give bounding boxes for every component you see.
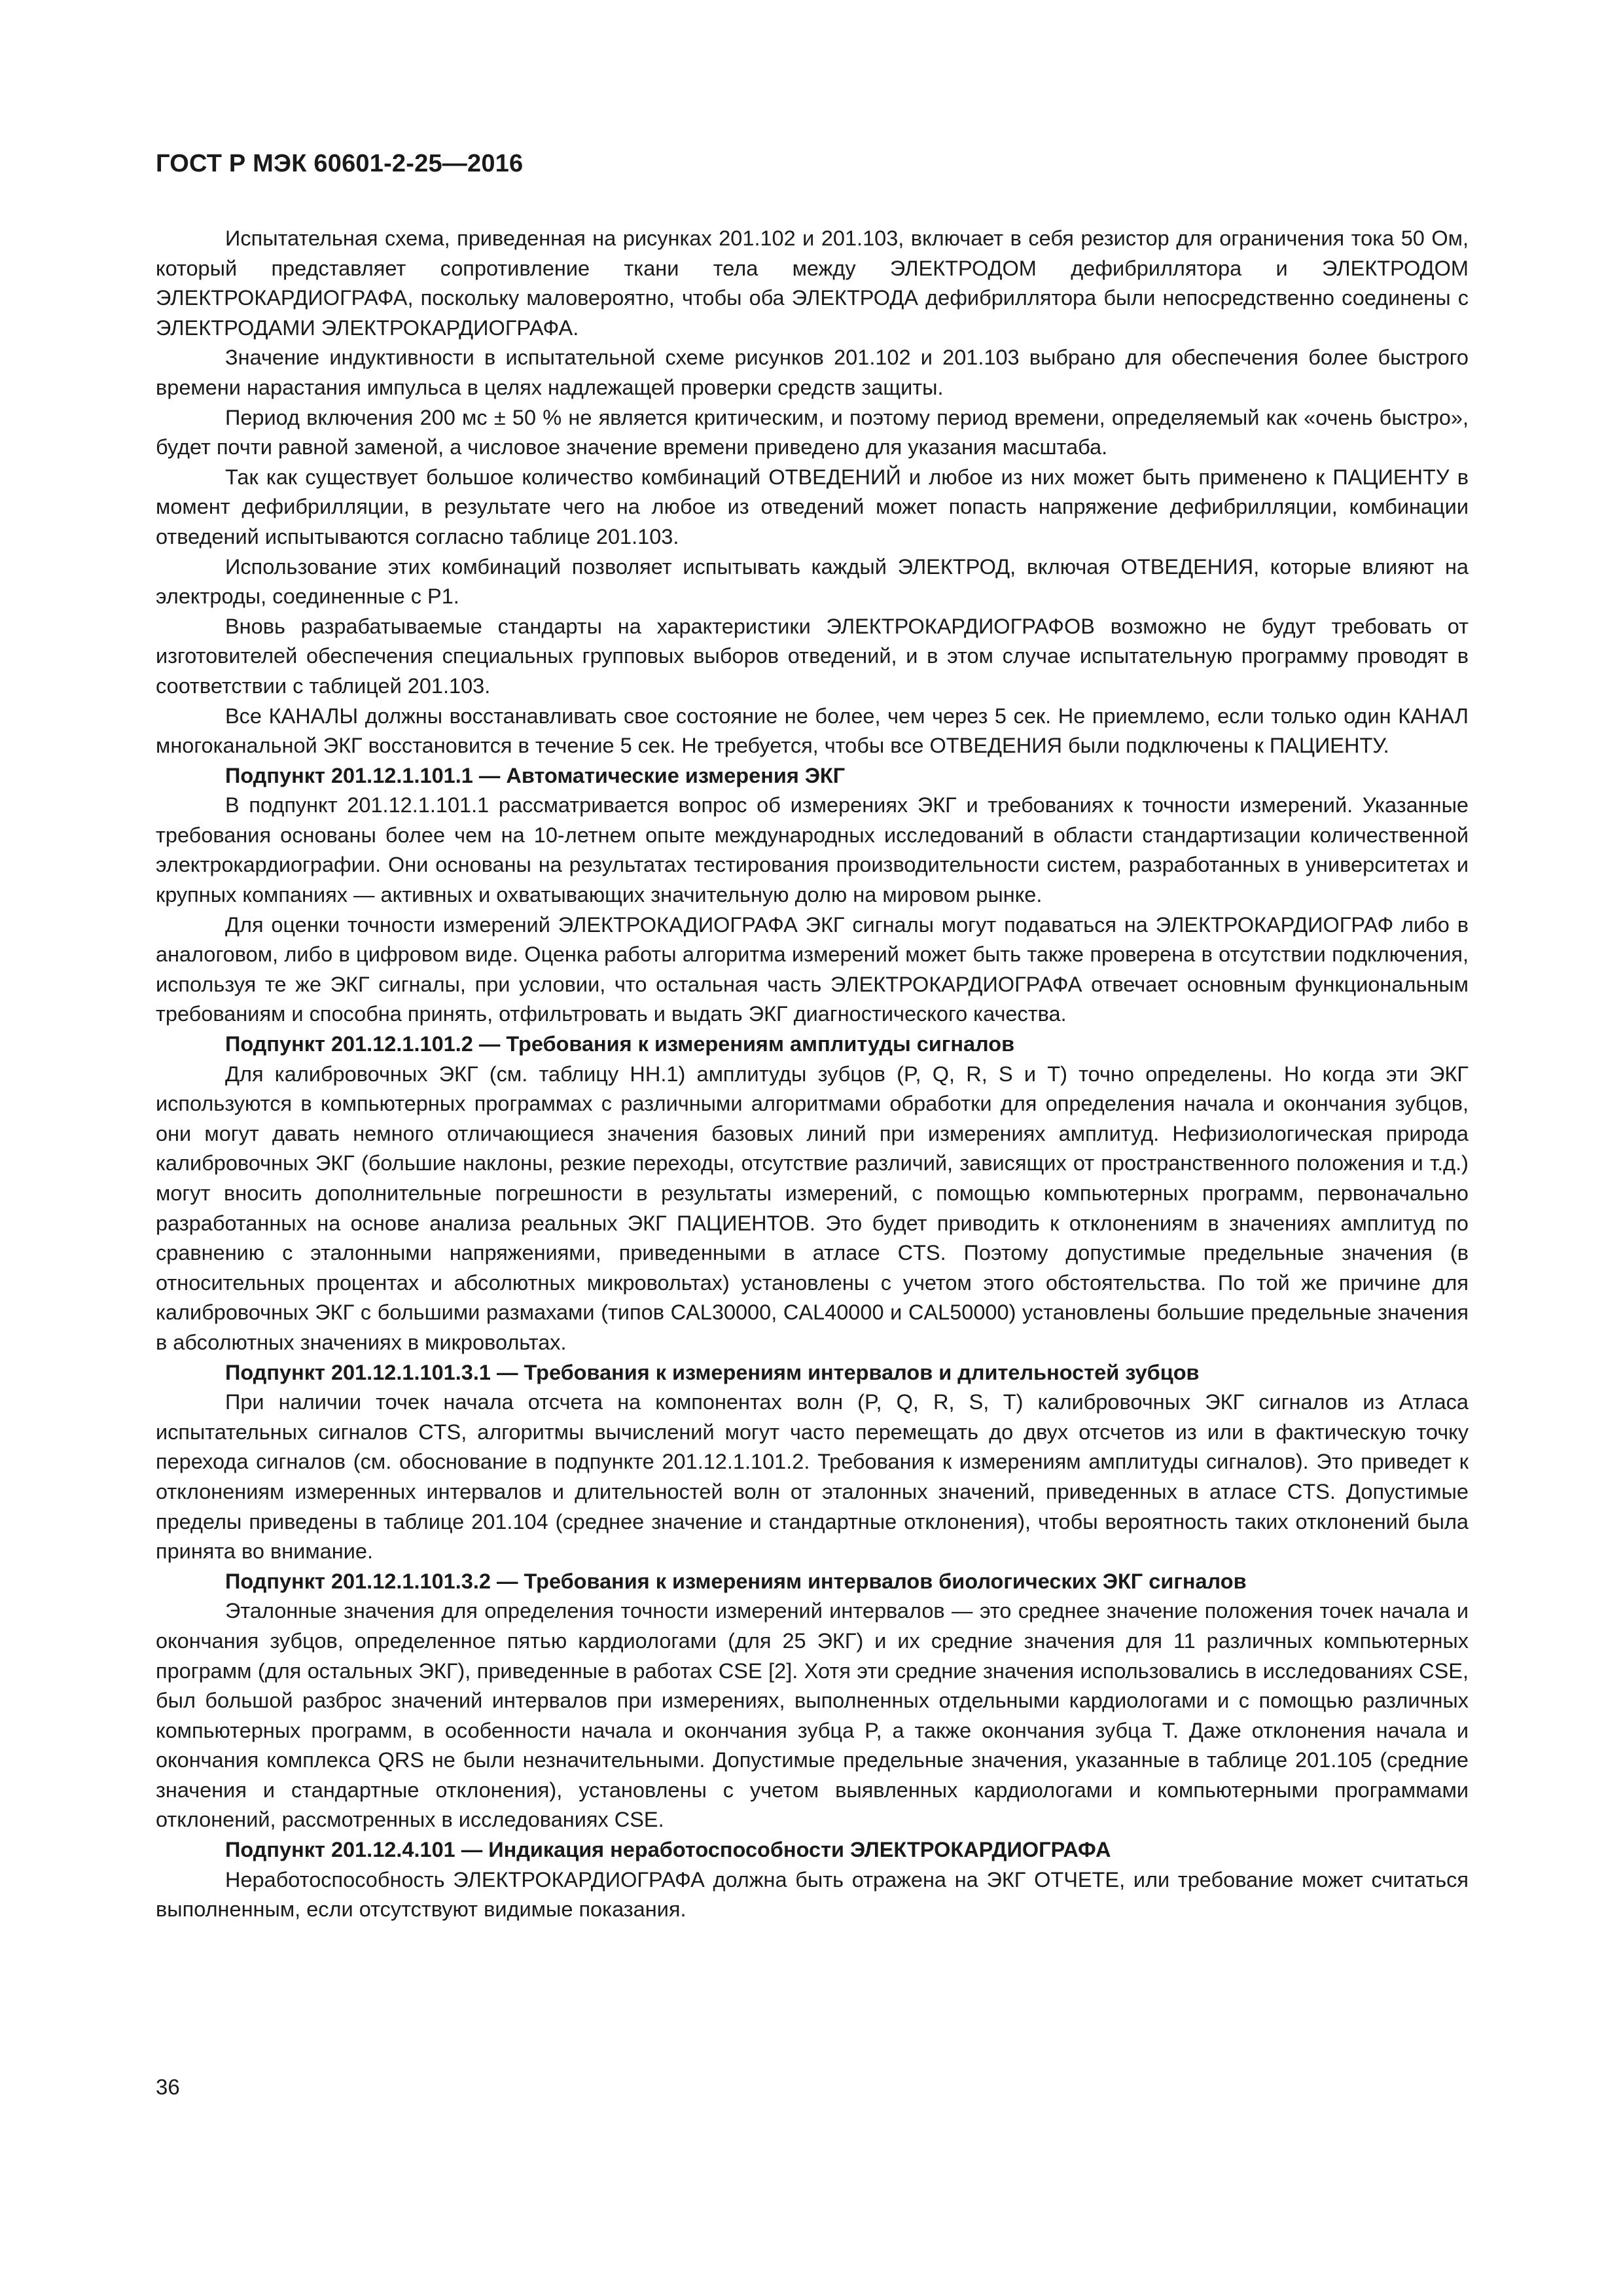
subclause-heading: Подпункт 201.12.4.101 — Индикация неработоспособности ЭЛЕКТРОКАРДИОГРАФА bbox=[225, 1838, 1111, 1862]
body-paragraph: Период включения 200 мс ± 50 % не является критическим, и поэтому период времени, определяемый как «очень быстро», будет почти равной заменой, а числовое значение времени приведено для указания масштаба. bbox=[156, 405, 1469, 459]
body-paragraph: Все КАНАЛЫ должны восстанавливать свое состояние не более, чем через 5 сек. Не приемлемо, если только один КАНАЛ многоканальной ЭКГ восстановится в течение 5 сек. Не требуется, чтобы все ОТВЕДЕНИЯ были подключены к ПАЦИЕНТУ. bbox=[156, 704, 1469, 758]
body-paragraph: Эталонные значения для определения точности измерений интервалов — это среднее значение положения точек начала и окончания зубцов, определенное пятью кардиологами (для 25 ЭКГ) и их средние значения для 11 различных компьютерных программ (для остальных ЭКГ), приведенные в работах CSE [2]. Хотя эти средние значения использовались в исследованиях CSE, был большой разброс значений интервалов при измерениях, выполненных отдельными кардиологами и с помощью различных компьютерных программ, в особенности начала и окончания зубца P, а также окончания зубца T. Даже отклонения начала и окончания комплекса QRS не были незначительными. Допустимые предельные значения, указанные в таблице 201.105 (средние значения и стандартные отклонения), установлены с учетом выявленных кардиологами и компьютерными программами отклонений, рассмотренных в исследованиях CSE. bbox=[156, 1599, 1469, 1832]
body-paragraph: Значение индуктивности в испытательной схеме рисунков 201.102 и 201.103 выбрано для обеспечения более быстрого времени нарастания импульса в целях надлежащей проверки средств защиты. bbox=[156, 346, 1469, 399]
body-paragraph: В подпункт 201.12.1.101.1 рассматривается вопрос об измерениях ЭКГ и требованиях к точности измерений. Указанные требования основаны более чем на 10-летнем опыте международных исследований в области стандартизации количественной электрокардиографии. Они основаны на результатах тестирования производительности систем, разработанных в университетах и крупных компаниях — активных и охватывающих значительную долю на мировом рынке. bbox=[156, 793, 1469, 907]
body-paragraph: Вновь разрабатываемые стандарты на характеристики ЭЛЕКТРОКАРДИОГРАФОВ возможно не будут требовать от изготовителей обеспечения специальных групповых выборов отведений, и в этом случае испытательную программу проводят в соответствии с таблицей 201.103. bbox=[156, 614, 1469, 698]
body-paragraph: Так как существует большое количество комбинаций ОТВЕДЕНИЙ и любое из них может быть применено к ПАЦИЕНТУ в момент дефибрилляции, в результате чего на любое из отведений может попасть напряжение дефибрилляции, комбинации отведений испытываются согласно таблице 201.103. bbox=[156, 465, 1469, 548]
document-header: ГОСТ Р МЭК 60601-2-25—2016 bbox=[156, 150, 524, 177]
subclause-heading: Подпункт 201.12.1.101.3.2 — Требования к измерениям интервалов биологических ЭКГ сигналов bbox=[225, 1569, 1247, 1593]
subclause-heading: Подпункт 201.12.1.101.1 — Автоматические измерения ЭКГ bbox=[225, 763, 846, 787]
body-paragraph: При наличии точек начала отсчета на компонентах волн (P, Q, R, S, T) калибровочных ЭКГ сигналов из Атласа испытательных сигналов CTS, алгоритмы вычислений могут часто перемещать до двух отсчетов из или в фактическую точку перехода сигналов (см. обоснование в подпункте 201.12.1.101.2. Требования к измерениям амплитуды сигналов). Это приведет к отклонениям измеренных интервалов и длительностей волн от эталонных значений, приведенных в атласе CTS. Допустимые пределы приведены в таблице 201.104 (среднее значение и стандартные отклонения), чтобы вероятность таких отклонений была принята во внимание. bbox=[156, 1390, 1469, 1564]
body-paragraph: Для оценки точности измерений ЭЛЕКТРОКАДИОГРАФА ЭКГ сигналы могут подаваться на ЭЛЕКТРОКАРДИОГРАФ либо в аналоговом, либо в цифровом виде. Оценка работы алгоритма измерений может быть также проверена в отсутствии подключения, используя те же ЭКГ сигналы, при условии, что остальная часть ЭЛЕКТРОКАРДИОГРАФА отвечает основным функциональным требованиям и способна принять, отфильтровать и выдать ЭКГ диагностического качества. bbox=[156, 912, 1469, 1026]
subclause-heading: Подпункт 201.12.1.101.3.1 — Требования к измерениям интервалов и длительностей зубцов bbox=[225, 1360, 1200, 1384]
body-paragraph: Для калибровочных ЭКГ (см. таблицу НН.1) амплитуды зубцов (P, Q, R, S и T) точно определены. Но когда эти ЭКГ используются в компьютерных программах с различными алгоритмами обработки для определения начала и окончания зубцов, они могут давать немного отличающиеся значения базовых линий при измерениях амплитуд. Нефизиологическая природа калибровочных ЭКГ (большие наклоны, резкие переходы, отсутствие различий, зависящих от пространственного положения и т.д.) могут вносить дополнительные погрешности в результаты измерений, с помощью компьютерных программ, первоначально разработанных на основе анализа реальных ЭКГ ПАЦИЕНТОВ. Это будет приводить к отклонениям в значениях амплитуд по сравнению с эталонными напряжениями, приведенными в атласе CTS. Поэтому допустимые предельные значения (в относительных процентах и абсолютных микровольтах) установлены с учетом этого обстоятельства. По той же причине для калибровочных ЭКГ с большими размахами (типов CAL30000, CAL40000 и CAL50000) установлены большие предельные значения в абсолютных значениях в микровольтах. bbox=[156, 1062, 1469, 1354]
body-paragraph: Испытательная схема, приведенная на рисунках 201.102 и 201.103, включает в себя резистор для ограничения тока 50 Ом, который представляет сопротивление ткани тела между ЭЛЕКТРОДОМ дефибриллятора и ЭЛЕКТРОДОМ ЭЛЕКТРОКАРДИОГРАФА, поскольку маловероятно, чтобы оба ЭЛЕКТРОДА дефибриллятора были непосредственно соединены с ЭЛЕКТРОДАМИ ЭЛЕКТРОКАРДИОГРАФА. bbox=[156, 226, 1469, 340]
document-body bbox=[156, 224, 1469, 1925]
subclause-heading: Подпункт 201.12.1.101.2 — Требования к измерениям амплитуды сигналов bbox=[225, 1032, 1015, 1056]
page-number: 36 bbox=[156, 2075, 180, 2099]
body-paragraph: Неработоспособность ЭЛЕКТРОКАРДИОГРАФА должна быть отражена на ЭКГ ОТЧЕТЕ, или требование может считаться выполненным, если отсутствуют видимые показания. bbox=[156, 1867, 1469, 1922]
body-paragraph: Использование этих комбинаций позволяет испытывать каждый ЭЛЕКТРОД, включая ОТВЕДЕНИЯ, которые влияют на электроды, соединенные с Р1. bbox=[156, 554, 1469, 609]
